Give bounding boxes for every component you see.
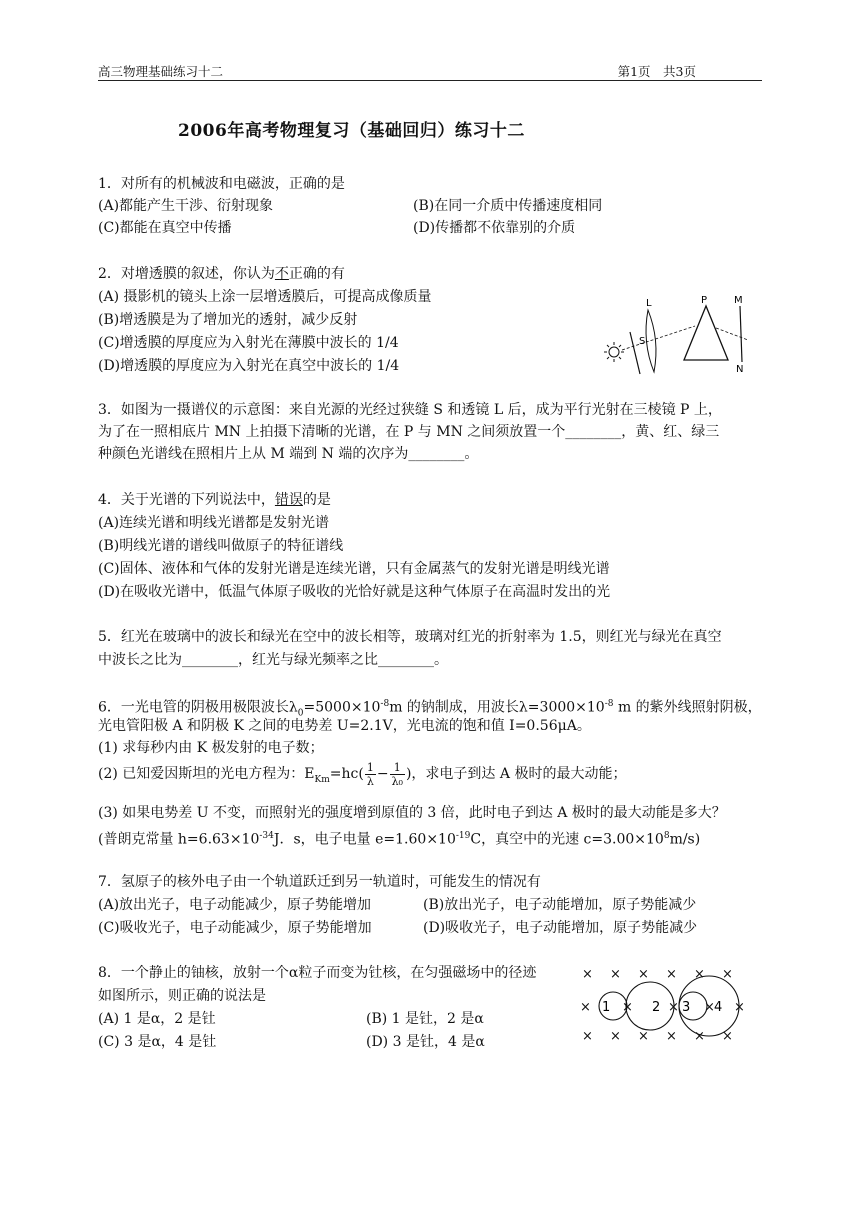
prism-p — [684, 306, 728, 360]
header-left: 高三物理基础练习十二 — [98, 64, 224, 79]
q1-row2 — [98, 218, 576, 238]
field-cross: × — [694, 1029, 705, 1044]
q7-row2 — [98, 918, 698, 938]
field-cross: × — [694, 967, 705, 982]
q1-option-c: (C)都能在真空中传播 — [98, 220, 232, 236]
label-p: P — [701, 295, 708, 306]
q1-option-d: (D)传播都不依靠别的介质 — [413, 220, 576, 236]
q6-l1c: m 的钠制成，用波长λ=3000×10 — [389, 699, 605, 716]
q5-line2: 中波长之比为________，红光与绿光频率之比________。 — [98, 652, 448, 668]
q4-option-b: (B)明线光谱的谱线叫做原子的特征谱线 — [98, 538, 344, 554]
q4-stem-end: 的是 — [302, 492, 331, 508]
q1-option-b: (B)在同一介质中传播速度相同 — [413, 198, 603, 214]
q8-row1 — [98, 1009, 484, 1029]
field-cross: × — [638, 1029, 649, 1044]
field-cross: × — [580, 1000, 591, 1015]
field-cross: × — [666, 967, 677, 982]
q4-stem-emphasis: 错误 — [274, 492, 303, 508]
q6-line3: (1) 求每秒内由 K 极发射的电子数； — [98, 740, 324, 756]
q7-stem: 7．氢原子的核外电子由一个轨道跃迁到另一轨道时，可能发生的情况有 — [98, 874, 541, 890]
track-label-2: 2 — [652, 1000, 661, 1015]
q4-stem-text: 4．关于光谱的下列说法中， — [98, 492, 275, 508]
field-cross: × — [582, 967, 593, 982]
q6-l6a: (普朗克常量 h=6.63×10 — [98, 831, 260, 848]
track-2 — [626, 982, 674, 1030]
q6-minus: − — [376, 766, 389, 782]
fraction-2-num: 1 — [390, 761, 405, 775]
q4-stem — [98, 490, 331, 510]
track-label-3: 3 — [682, 1000, 691, 1015]
q6-l4c: )，求电子到达 A 极时的最大动能； — [405, 766, 627, 782]
spectrograph-diagram — [600, 292, 760, 376]
lens-l — [646, 310, 656, 372]
q8-option-b: (B) 1 是钍，2 是α — [366, 1011, 484, 1027]
q8-option-c: (C) 3 是α，4 是钍 — [98, 1034, 217, 1050]
q7-option-d: (D)吸收光子，电子动能增加，原子势能减少 — [423, 920, 698, 936]
q2-option-a: (A) 摄影机的镜头上涂一层增透膜后，可提高成像质量 — [98, 289, 432, 305]
q4-option-d: (D)在吸收光谱中，低温气体原子吸收的光恰好就是这种气体原子在高温时发出的光 — [98, 584, 611, 600]
q8-line2: 如图所示，则正确的说法是 — [98, 988, 266, 1004]
field-cross: × — [638, 967, 649, 982]
film-mn — [740, 306, 742, 362]
q6-l1e2: -8 — [604, 699, 614, 709]
q2-stem-end: 正确的有 — [288, 266, 345, 282]
track-label-1: 1 — [602, 1000, 611, 1015]
label-s: S — [639, 336, 646, 347]
q6-l6e1: -34 — [259, 831, 274, 841]
field-cross: × — [704, 1000, 715, 1015]
q3-line2: 为了在一照相底片 MN 上拍摄下清晰的光谱，在 P 与 MN 之间须放置一个________，黄、红、绿三 — [98, 424, 720, 440]
q8-option-a: (A) 1 是α，2 是钍 — [98, 1011, 216, 1027]
field-cross: × — [734, 1000, 745, 1015]
label-m: M — [734, 295, 743, 306]
q6-l1b: =5000×10 — [303, 699, 381, 716]
header-right: 第1页 共3页 — [617, 64, 696, 79]
q7-option-b: (B)放出光子，电子动能增加，原子势能减少 — [423, 897, 697, 913]
q8-row2 — [98, 1032, 485, 1052]
q4-option-c: (C)固体、液体和气体的发射光谱是连续光谱，只有金属蒸气的发射光谱是明线光谱 — [98, 561, 610, 577]
light-source-icon — [604, 342, 624, 362]
q6-l4s: Km — [314, 774, 330, 785]
field-cross: × — [722, 967, 733, 982]
q6-line5: (3) 如果电势差 U 不变，而照射光的强度增到原值的 3 倍，此时电子到达 A 极时的最大动能是多大？ — [98, 805, 726, 821]
q2-option-b: (B)增透膜是为了增加光的透射，减少反射 — [98, 312, 358, 328]
q6-l6c: C，真空中的光速 c=3.00×10 — [470, 831, 664, 848]
q6-l1s: 0 — [297, 708, 304, 719]
q7-row1 — [98, 895, 697, 915]
q6-l6e3: 8 — [663, 831, 670, 841]
q6-l6b: J．s，电子电量 e=1.60×10 — [273, 831, 456, 848]
q7-option-a: (A)放出光子，电子动能减少，原子势能增加 — [98, 897, 372, 913]
q3-line1: 3．如图为一摄谱仪的示意图：来自光源的光经过狭缝 S 和透镜 L 后，成为平行光射在三棱镜 P 上， — [98, 402, 722, 418]
fraction-1-num: 1 — [366, 760, 374, 774]
q6-l1e: -8 — [380, 699, 390, 709]
q2-stem-text: 2．对增透膜的叙述，你认为 — [98, 266, 275, 282]
track-label-4: 4 — [714, 1000, 723, 1015]
fraction-1-den: λ — [366, 774, 374, 788]
page-title: 2006年高考物理复习（基础回归）练习十二 — [178, 121, 525, 141]
label-l: L — [646, 298, 652, 309]
q6-line4 — [98, 760, 626, 794]
field-cross: × — [666, 1029, 677, 1044]
fraction-1 — [365, 761, 376, 788]
fraction-2 — [390, 761, 405, 788]
q1-stem: 1．对所有的机械波和电磁波，正确的是 — [98, 176, 345, 192]
q6-l1a: 6．一光电管的阴极用极限波长λ — [98, 699, 298, 716]
label-n: N — [736, 364, 744, 375]
q1-row1 — [98, 196, 603, 216]
q6-l6d: m/s) — [669, 831, 701, 848]
q2-stem — [98, 264, 345, 284]
light-ray — [622, 326, 695, 350]
field-cross: × — [622, 1000, 633, 1015]
refracted-ray — [716, 328, 748, 340]
field-cross: × — [668, 1000, 679, 1015]
q6-l4a: (2) 已知爱因斯坦的光电方程为：E — [98, 766, 315, 782]
q6-line2: 光电管阳极 A 和阴极 K 之间的电势差 U=2.1V，光电流的饱和值 I=0.56μA。 — [98, 718, 591, 734]
q6-l4b: =hc( — [329, 766, 364, 782]
field-cross: × — [610, 967, 621, 982]
page-header — [98, 62, 762, 81]
q2-option-c: (C)增透膜的厚度应为入射光在薄膜中波长的 1/4 — [98, 335, 399, 351]
q2-stem-emphasis: 不 — [274, 266, 289, 282]
field-cross: × — [610, 1029, 621, 1044]
field-cross: × — [582, 1029, 593, 1044]
fraction-2-den: λ₀ — [391, 774, 403, 788]
field-cross: × — [722, 1029, 733, 1044]
q8-line1: 8．一个静止的铀核，放射一个α粒子而变为钍核，在匀强磁场中的径迹 — [98, 965, 537, 981]
q6-l1d: m 的紫外线照射阴极， — [613, 699, 762, 716]
q4-option-a: (A)连续光谱和明线光谱都是发射光谱 — [98, 515, 330, 531]
q7-option-c: (C)吸收光子，电子动能减少，原子势能增加 — [98, 920, 372, 936]
magnetic-field-diagram — [576, 962, 756, 1050]
q5-line1: 5．红光在玻璃中的波长和绿光在空中的波长相等，玻璃对红光的折射率为 1.5，则红光与绿光在真空 — [98, 629, 722, 645]
q8-option-d: (D) 3 是钍，4 是α — [366, 1034, 485, 1050]
q1-option-a: (A)都能产生干涉、衍射现象 — [98, 198, 274, 214]
q6-line6 — [98, 826, 700, 850]
q2-option-d: (D)增透膜的厚度应为入射光在真空中波长的 1/4 — [98, 358, 400, 374]
q3-line3: 种颜色光谱线在照相片上从 M 端到 N 端的次序为________。 — [98, 446, 479, 462]
q6-l6e2: -19 — [455, 831, 471, 841]
